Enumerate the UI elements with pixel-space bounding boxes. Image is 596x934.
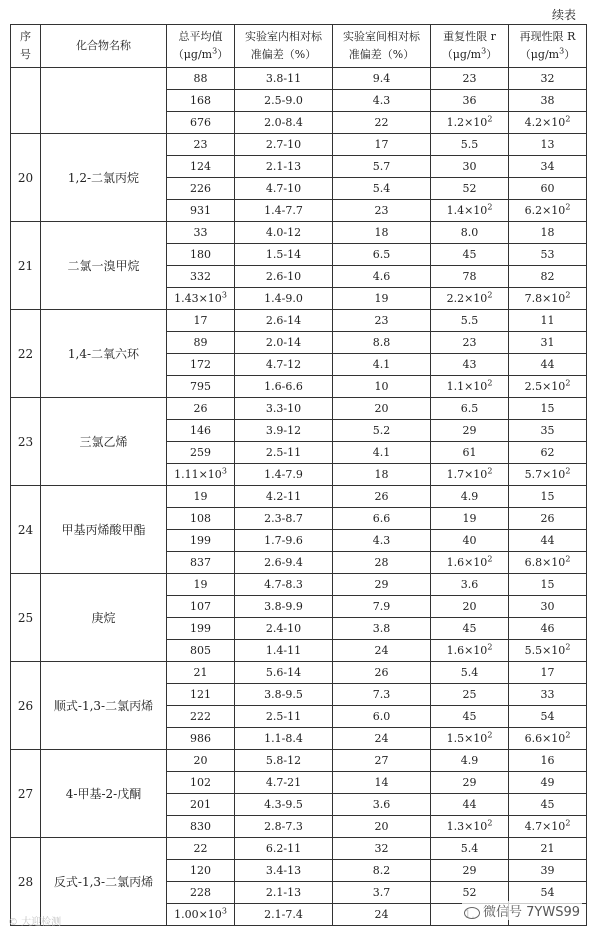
cell-reproducibility-rsd: 7.9 <box>333 596 431 618</box>
cell-repeatability-limit: 29 <box>431 420 509 442</box>
cell-repeatability-limit: 61 <box>431 442 509 464</box>
cell-reproducibility-limit: 15 <box>509 486 587 508</box>
cell-compound-name: 庚烷 <box>41 574 167 662</box>
cell-repeatability-limit: $1.4\times 10^2$ <box>431 200 509 222</box>
cell-repeatability-limit: 19 <box>431 508 509 530</box>
table-row <box>11 574 587 596</box>
cell-repeatability-limit: 23 <box>431 332 509 354</box>
table-row <box>11 750 587 772</box>
cell-repeatability-rsd: 2.4-10 <box>235 618 333 640</box>
cell-repeatability-limit: 29 <box>431 860 509 882</box>
cell-reproducibility-rsd: 18 <box>333 222 431 244</box>
cell-reproducibility-rsd: 4.3 <box>333 90 431 112</box>
cell-reproducibility-limit: 60 <box>509 178 587 200</box>
cell-reproducibility-rsd: 24 <box>333 904 431 926</box>
header-row <box>11 25 587 68</box>
cell-repeatability-rsd: 3.8-9.5 <box>235 684 333 706</box>
cell-reproducibility-limit: $5.7\times 10^2$ <box>509 464 587 486</box>
cell-reproducibility-limit: 17 <box>509 662 587 684</box>
cell-repeatability-rsd: 2.3-8.7 <box>235 508 333 530</box>
cell-mean: 17 <box>167 310 235 332</box>
cell-reproducibility-rsd: 5.2 <box>333 420 431 442</box>
cell-no: 28 <box>11 838 41 926</box>
cell-repeatability-rsd: 2.8-7.3 <box>235 816 333 838</box>
cell-reproducibility-rsd: 22 <box>333 112 431 134</box>
cell-repeatability-rsd: 5.8-12 <box>235 750 333 772</box>
cell-reproducibility-limit: 16 <box>509 750 587 772</box>
cell-reproducibility-rsd: 3.6 <box>333 794 431 816</box>
cell-no: 27 <box>11 750 41 838</box>
cell-repeatability-rsd: 4.0-12 <box>235 222 333 244</box>
cell-reproducibility-rsd: 4.3 <box>333 530 431 552</box>
cell-repeatability-limit: 52 <box>431 178 509 200</box>
cell-no: 21 <box>11 222 41 310</box>
cell-mean: 226 <box>167 178 235 200</box>
cell-repeatability-rsd: 2.0-14 <box>235 332 333 354</box>
cell-repeatability-rsd: 2.1-13 <box>235 882 333 904</box>
table-row <box>11 310 587 332</box>
cell-mean: 21 <box>167 662 235 684</box>
cell-reproducibility-rsd: 6.6 <box>333 508 431 530</box>
cell-repeatability-rsd: 3.4-13 <box>235 860 333 882</box>
cell-reproducibility-limit: 31 <box>509 332 587 354</box>
cell-repeatability-rsd: 6.2-11 <box>235 838 333 860</box>
cell-repeatability-rsd: 2.6-9.4 <box>235 552 333 574</box>
cell-repeatability-limit: $2.2\times 10^2$ <box>431 288 509 310</box>
cell-repeatability-limit: 45 <box>431 706 509 728</box>
cell-mean: 26 <box>167 398 235 420</box>
cell-mean: 222 <box>167 706 235 728</box>
cell-reproducibility-rsd: 4.1 <box>333 442 431 464</box>
cell-no: 24 <box>11 486 41 574</box>
cell-reproducibility-limit: 32 <box>509 68 587 90</box>
cell-repeatability-rsd: 2.5-11 <box>235 706 333 728</box>
cell-repeatability-rsd: 4.7-12 <box>235 354 333 376</box>
table-row <box>11 838 587 860</box>
cell-reproducibility-limit: 49 <box>509 772 587 794</box>
table-row <box>11 222 587 244</box>
cell-reproducibility-rsd: 20 <box>333 398 431 420</box>
cell-mean: 199 <box>167 618 235 640</box>
cell-no: 26 <box>11 662 41 750</box>
cell-mean: 120 <box>167 860 235 882</box>
cell-repeatability-rsd: 4.3-9.5 <box>235 794 333 816</box>
cell-repeatability-rsd: 3.8-11 <box>235 68 333 90</box>
cell-repeatability-rsd: 3.3-10 <box>235 398 333 420</box>
cell-no: 23 <box>11 398 41 486</box>
cell-repeatability-limit: $1.6\times 10^2$ <box>431 552 509 574</box>
cell-mean: $1.11\times 10^3$ <box>167 464 235 486</box>
cell-reproducibility-limit: $6.6\times 10^2$ <box>509 728 587 750</box>
cell-reproducibility-limit: 15 <box>509 574 587 596</box>
cell-reproducibility-limit: 38 <box>509 90 587 112</box>
cell-repeatability-limit: 43 <box>431 354 509 376</box>
cell-reproducibility-limit: 26 <box>509 508 587 530</box>
cell-reproducibility-rsd: 5.7 <box>333 156 431 178</box>
cell-no <box>11 68 41 134</box>
cell-mean: 88 <box>167 68 235 90</box>
cell-reproducibility-rsd: 6.5 <box>333 244 431 266</box>
header-reproducibility-rsd: 实验室间相对标 准偏差（%） <box>333 25 431 68</box>
table-row <box>11 662 587 684</box>
cell-reproducibility-rsd: 26 <box>333 662 431 684</box>
cell-mean: 89 <box>167 332 235 354</box>
cell-repeatability-limit: 6.5 <box>431 398 509 420</box>
cell-mean: 199 <box>167 530 235 552</box>
cell-reproducibility-limit: 21 <box>509 838 587 860</box>
table-row <box>11 486 587 508</box>
cell-reproducibility-rsd: 32 <box>333 838 431 860</box>
cell-reproducibility-limit: 13 <box>509 134 587 156</box>
cell-repeatability-rsd: 4.7-10 <box>235 178 333 200</box>
cell-reproducibility-rsd: 24 <box>333 728 431 750</box>
cell-repeatability-rsd: 5.6-14 <box>235 662 333 684</box>
cell-reproducibility-limit: 54 <box>509 882 587 904</box>
data-table <box>10 24 587 926</box>
cell-repeatability-limit: 5.5 <box>431 310 509 332</box>
cell-repeatability-rsd: 1.7-9.6 <box>235 530 333 552</box>
cell-reproducibility-rsd: 19 <box>333 288 431 310</box>
cell-mean: 201 <box>167 794 235 816</box>
cell-reproducibility-limit: $2.5\times 10^2$ <box>509 376 587 398</box>
cell-mean: 19 <box>167 574 235 596</box>
cell-repeatability-rsd: 2.0-8.4 <box>235 112 333 134</box>
watermark-right-text: 微信号 7YWS99 <box>483 905 580 920</box>
cell-reproducibility-limit: $7.8\times 10^2$ <box>509 288 587 310</box>
cell-reproducibility-limit: 46 <box>509 618 587 640</box>
cell-mean: 168 <box>167 90 235 112</box>
cell-mean: 931 <box>167 200 235 222</box>
cell-mean: 22 <box>167 838 235 860</box>
cell-mean: 107 <box>167 596 235 618</box>
cell-reproducibility-limit: 35 <box>509 420 587 442</box>
header-reproducibility-limit: 再现性限 R $(\mu g/m^3)$ <box>509 25 587 68</box>
cell-reproducibility-rsd: 4.1 <box>333 354 431 376</box>
cell-repeatability-limit: 29 <box>431 772 509 794</box>
cell-repeatability-limit: 45 <box>431 618 509 640</box>
cell-reproducibility-limit: 44 <box>509 530 587 552</box>
cell-mean: 676 <box>167 112 235 134</box>
watermark-left: © 大迎检测 <box>8 917 62 928</box>
cell-compound-name: 二氯一溴甲烷 <box>41 222 167 310</box>
cell-repeatability-limit: 40 <box>431 530 509 552</box>
cell-repeatability-rsd: 3.8-9.9 <box>235 596 333 618</box>
cell-reproducibility-limit: $4.2\times 10^2$ <box>509 112 587 134</box>
wechat-icon <box>464 907 480 919</box>
cell-reproducibility-rsd: 8.8 <box>333 332 431 354</box>
cell-mean: 20 <box>167 750 235 772</box>
cell-reproducibility-rsd: 23 <box>333 200 431 222</box>
cell-reproducibility-rsd: 3.8 <box>333 618 431 640</box>
cell-repeatability-rsd: 1.4-7.9 <box>235 464 333 486</box>
cell-mean: 795 <box>167 376 235 398</box>
cell-repeatability-limit: $1.3\times 10^2$ <box>431 816 509 838</box>
watermark-right <box>462 901 582 920</box>
cell-repeatability-rsd: 2.5-9.0 <box>235 90 333 112</box>
cell-repeatability-rsd: 4.7-8.3 <box>235 574 333 596</box>
cell-repeatability-rsd: 4.7-21 <box>235 772 333 794</box>
cell-repeatability-rsd: 1.1-8.4 <box>235 728 333 750</box>
cell-repeatability-rsd: 1.4-7.7 <box>235 200 333 222</box>
cell-repeatability-limit: 52 <box>431 882 509 904</box>
cell-repeatability-limit: $1.1\times 10^2$ <box>431 376 509 398</box>
cell-reproducibility-rsd: 3.7 <box>333 882 431 904</box>
header-mean: 总平均值 $(\mu g/m^3)$ <box>167 25 235 68</box>
cell-reproducibility-limit: 44 <box>509 354 587 376</box>
cell-mean: $1.43\times 10^3$ <box>167 288 235 310</box>
cell-repeatability-limit: 25 <box>431 684 509 706</box>
cell-compound-name <box>41 68 167 134</box>
cell-repeatability-limit: 30 <box>431 156 509 178</box>
cell-reproducibility-limit: $6.2\times 10^2$ <box>509 200 587 222</box>
cell-repeatability-limit: 5.5 <box>431 134 509 156</box>
cell-mean: 102 <box>167 772 235 794</box>
cell-reproducibility-rsd: 26 <box>333 486 431 508</box>
cell-mean: 23 <box>167 134 235 156</box>
cell-repeatability-rsd: 1.5-14 <box>235 244 333 266</box>
cell-reproducibility-rsd: 9.4 <box>333 68 431 90</box>
cell-mean: 146 <box>167 420 235 442</box>
cell-reproducibility-limit: 53 <box>509 244 587 266</box>
cell-mean: 837 <box>167 552 235 574</box>
cell-repeatability-limit: $1.5\times 10^2$ <box>431 728 509 750</box>
cell-no: 20 <box>11 134 41 222</box>
cell-repeatability-limit: 44 <box>431 794 509 816</box>
cell-compound-name: 1,2-二氯丙烷 <box>41 134 167 222</box>
cell-repeatability-limit: 20 <box>431 596 509 618</box>
cell-repeatability-rsd: 2.5-11 <box>235 442 333 464</box>
cell-repeatability-limit: 5.4 <box>431 662 509 684</box>
cell-reproducibility-limit: 30 <box>509 596 587 618</box>
cell-reproducibility-limit: 18 <box>509 222 587 244</box>
cell-reproducibility-limit: 39 <box>509 860 587 882</box>
cell-repeatability-limit: 23 <box>431 68 509 90</box>
cell-compound-name: 三氯乙烯 <box>41 398 167 486</box>
cell-repeatability-rsd: 2.1-13 <box>235 156 333 178</box>
continued-label: 续表 <box>551 8 576 22</box>
cell-repeatability-limit: $1.7\times 10^2$ <box>431 464 509 486</box>
cell-compound-name: 1,4-二氧六环 <box>41 310 167 398</box>
cell-reproducibility-limit: 11 <box>509 310 587 332</box>
cell-mean: 33 <box>167 222 235 244</box>
cell-reproducibility-rsd: 27 <box>333 750 431 772</box>
cell-repeatability-limit: 4.9 <box>431 750 509 772</box>
table-row <box>11 134 587 156</box>
cell-reproducibility-rsd: 5.4 <box>333 178 431 200</box>
cell-mean: 228 <box>167 882 235 904</box>
cell-mean: 172 <box>167 354 235 376</box>
cell-compound-name: 甲基丙烯酸甲酯 <box>41 486 167 574</box>
cell-mean: 108 <box>167 508 235 530</box>
cell-repeatability-limit: 4.9 <box>431 486 509 508</box>
header-no: 序 号 <box>11 25 41 68</box>
cell-reproducibility-limit: $5.5\times 10^2$ <box>509 640 587 662</box>
cell-repeatability-rsd: 2.7-10 <box>235 134 333 156</box>
cell-reproducibility-limit: 54 <box>509 706 587 728</box>
cell-mean: 121 <box>167 684 235 706</box>
cell-reproducibility-rsd: 29 <box>333 574 431 596</box>
cell-reproducibility-limit: 62 <box>509 442 587 464</box>
cell-no: 25 <box>11 574 41 662</box>
cell-reproducibility-rsd: 6.0 <box>333 706 431 728</box>
cell-mean: 830 <box>167 816 235 838</box>
cell-repeatability-limit: 36 <box>431 90 509 112</box>
header-name: 化合物名称 <box>41 25 167 68</box>
cell-reproducibility-rsd: 14 <box>333 772 431 794</box>
cell-reproducibility-rsd: 20 <box>333 816 431 838</box>
cell-reproducibility-rsd: 7.3 <box>333 684 431 706</box>
cell-repeatability-limit: $1.2\times 10^2$ <box>431 112 509 134</box>
cell-reproducibility-rsd: 23 <box>333 310 431 332</box>
cell-reproducibility-limit: 33 <box>509 684 587 706</box>
table-row <box>11 68 587 90</box>
cell-no: 22 <box>11 310 41 398</box>
cell-mean: 805 <box>167 640 235 662</box>
header-repeatability-rsd: 实验室内相对标 准偏差（%） <box>235 25 333 68</box>
cell-repeatability-rsd: 2.1-7.4 <box>235 904 333 926</box>
cell-mean: 180 <box>167 244 235 266</box>
cell-reproducibility-rsd: 10 <box>333 376 431 398</box>
cell-repeatability-limit: 8.0 <box>431 222 509 244</box>
cell-reproducibility-limit: 45 <box>509 794 587 816</box>
cell-repeatability-limit: 78 <box>431 266 509 288</box>
cell-mean: 332 <box>167 266 235 288</box>
table-body <box>11 68 587 926</box>
cell-mean: 259 <box>167 442 235 464</box>
cell-repeatability-rsd: 2.6-14 <box>235 310 333 332</box>
cell-repeatability-limit: 5.4 <box>431 838 509 860</box>
cell-compound-name: 4-甲基-2-戊酮 <box>41 750 167 838</box>
cell-reproducibility-limit: 15 <box>509 398 587 420</box>
table-row <box>11 398 587 420</box>
cell-repeatability-rsd: 3.9-12 <box>235 420 333 442</box>
cell-repeatability-rsd: 1.6-6.6 <box>235 376 333 398</box>
cell-repeatability-rsd: 1.4-9.0 <box>235 288 333 310</box>
header-repeatability-limit: 重复性限 r $(\mu g/m^3)$ <box>431 25 509 68</box>
cell-compound-name: 顺式-1,3-二氯丙烯 <box>41 662 167 750</box>
cell-repeatability-rsd: 4.2-11 <box>235 486 333 508</box>
cell-reproducibility-rsd: 18 <box>333 464 431 486</box>
cell-compound-name: 反式-1,3-二氯丙烯 <box>41 838 167 926</box>
cell-reproducibility-limit: $4.7\times 10^2$ <box>509 816 587 838</box>
cell-reproducibility-limit: 82 <box>509 266 587 288</box>
cell-mean: 124 <box>167 156 235 178</box>
cell-repeatability-rsd: 2.6-10 <box>235 266 333 288</box>
cell-mean: $1.00\times 10^3$ <box>167 904 235 926</box>
cell-reproducibility-rsd: 17 <box>333 134 431 156</box>
cell-reproducibility-rsd: 8.2 <box>333 860 431 882</box>
cell-reproducibility-limit: $6.8\times 10^2$ <box>509 552 587 574</box>
cell-repeatability-limit: $1.6\times 10^2$ <box>431 640 509 662</box>
cell-repeatability-rsd: 1.4-11 <box>235 640 333 662</box>
cell-reproducibility-rsd: 28 <box>333 552 431 574</box>
cell-reproducibility-limit: 34 <box>509 156 587 178</box>
cell-repeatability-limit: 45 <box>431 244 509 266</box>
cell-repeatability-limit: 3.6 <box>431 574 509 596</box>
cell-mean: 19 <box>167 486 235 508</box>
cell-reproducibility-rsd: 4.6 <box>333 266 431 288</box>
cell-mean: 986 <box>167 728 235 750</box>
cell-reproducibility-rsd: 24 <box>333 640 431 662</box>
